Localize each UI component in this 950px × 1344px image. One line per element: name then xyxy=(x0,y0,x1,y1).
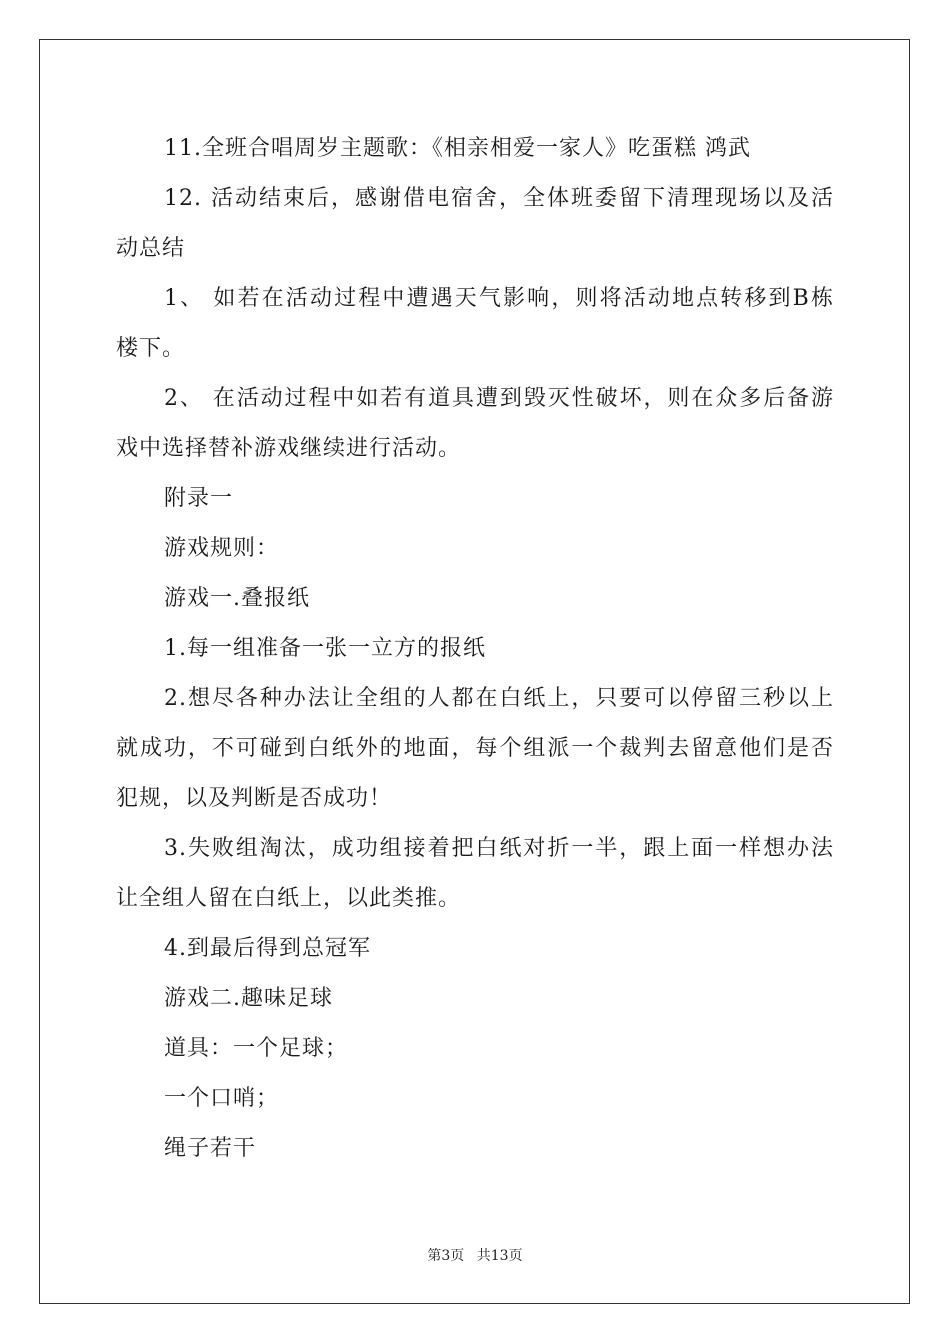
paragraph-line: 2、 在活动过程中如若有道具遭到毁灭性破坏，则在众多后备游 xyxy=(164,386,834,411)
section-heading: 游戏二.趣味足球 xyxy=(164,986,333,1011)
paragraph-line: 绳子若干 xyxy=(164,1136,257,1161)
paragraph-line: 1.每一组准备一张一立方的报纸 xyxy=(164,636,486,661)
section-heading: 游戏规则： xyxy=(164,536,280,561)
page-number: 第3页 xyxy=(427,1248,465,1264)
section-heading: 游戏一.叠报纸 xyxy=(164,586,310,611)
paragraph-line: 11.全班合唱周岁主题歌：《相亲相爱一家人》吃蛋糕 鸿武 xyxy=(164,136,751,161)
page-footer xyxy=(0,1246,950,1266)
paragraph-line: 让全组人留在白纸上，以此类推。 xyxy=(116,886,462,911)
paragraph-line: 楼下。 xyxy=(116,336,186,361)
paragraph-line: 12. 活动结束后，感谢借电宿舍，全体班委留下清理现场以及活 xyxy=(164,186,834,211)
paragraph-line: 4.到最后得到总冠军 xyxy=(164,936,371,961)
paragraph-line: 2.想尽各种办法让全组的人都在白纸上，只要可以停留三秒以上 xyxy=(164,686,834,711)
paragraph-line: 戏中选择替补游戏继续进行活动。 xyxy=(116,436,462,461)
paragraph-line: 3.失败组淘汰，成功组接着把白纸对折一半，跟上面一样想办法 xyxy=(164,836,834,861)
paragraph-line: 就成功，不可碰到白纸外的地面，每个组派一个裁判去留意他们是否 xyxy=(116,736,834,761)
section-heading: 附录一 xyxy=(164,486,234,511)
paragraph-line: 犯规，以及判断是否成功！ xyxy=(116,786,393,811)
paragraph-line: 1、 如若在活动过程中遭遇天气影响，则将活动地点转移到B栋 xyxy=(164,286,834,311)
page-total: 共13页 xyxy=(476,1248,523,1264)
paragraph-line: 动总结 xyxy=(116,236,186,261)
paragraph-line: 道具：一个足球； xyxy=(164,1036,349,1061)
paragraph-line: 一个口哨； xyxy=(164,1086,280,1111)
page-border xyxy=(39,39,910,1304)
